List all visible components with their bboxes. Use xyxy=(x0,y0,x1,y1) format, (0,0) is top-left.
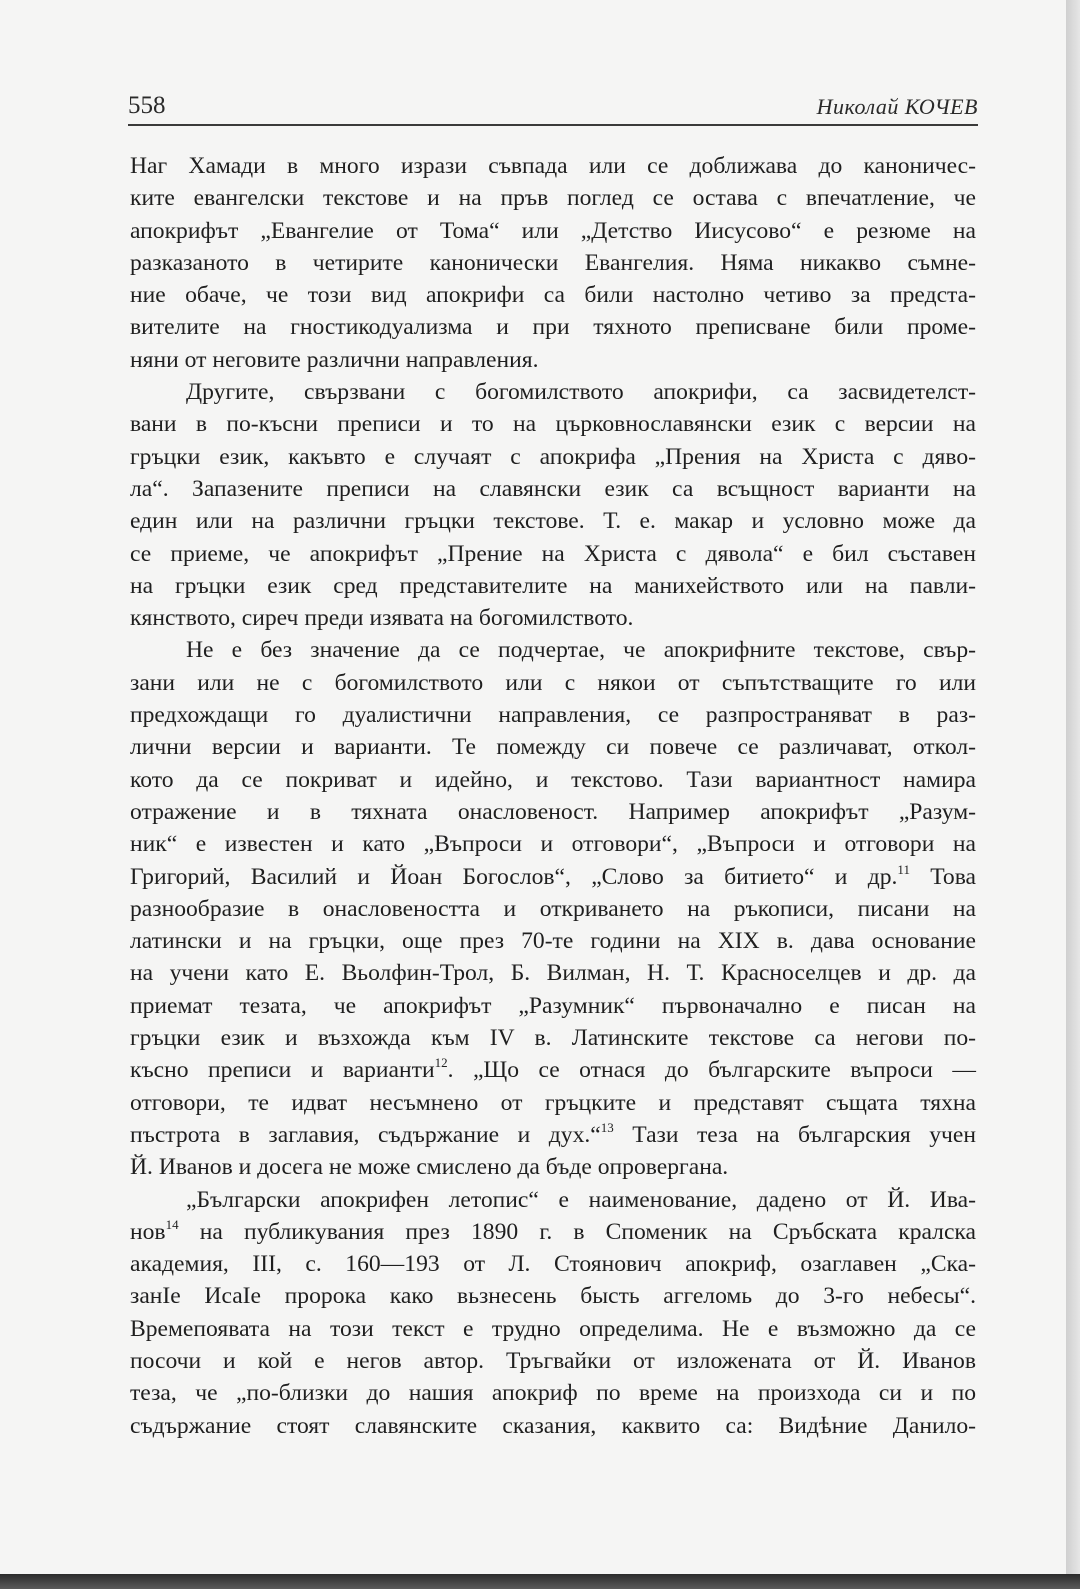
text-segment: Григорий, Василий и Йоан Богослов“, „Слово за битието“ и др. xyxy=(130,863,898,890)
text-line: ла“. Запазените преписи на славянски език са всъщност варианти на xyxy=(130,475,976,502)
text-line: предхождащи го дуалистични направления, се разпространяват в раз- xyxy=(130,702,976,729)
text-line xyxy=(130,1054,976,1086)
text-line: Наг Хамади в много изрази съвпада или се доближава до каноничес- xyxy=(130,153,976,179)
text-line: вителите на гностикодуализма и при тяхното преписване били проме- xyxy=(130,314,976,341)
text-line: теза, че „по-близки до нашия апокриф по време на произхода си и по xyxy=(130,1380,976,1407)
footnote-mark: 14 xyxy=(165,1216,179,1232)
text-line xyxy=(130,1216,976,1248)
text-line: Не е без значение да се подчертае, че апокрифните текстове, свър- xyxy=(186,637,976,664)
text-line: лични версии и варианти. Те помежду си повече се различават, откол- xyxy=(130,734,976,761)
text-line: ките евангелски текстове и на пръв поглед се остава с впечатление, че xyxy=(130,185,976,212)
page-number: 558 xyxy=(128,92,166,119)
text-line: отговори, те идват несъмнено от гръцките и представят същата тяхна xyxy=(130,1089,976,1116)
text-line: вани в по-късни преписи и то на църковнославянски език с версии на xyxy=(130,411,976,438)
text-line: разказаното в четирите канонически Евангелия. Няма никакво съмне- xyxy=(130,249,976,276)
body-text xyxy=(130,150,976,1442)
page-edge-shadow xyxy=(1066,0,1080,1589)
text-line: на учени като Е. Вьолфин-Трол, Б. Вилман, Н. Т. Красноселцев и др. да xyxy=(130,960,976,987)
scan-bottom-edge xyxy=(0,1574,1080,1589)
text-line: гръцки език и възхожда към IV в. Латинските текстове са негови по- xyxy=(130,1025,976,1052)
text-segment: късно преписи и варианти xyxy=(130,1057,435,1084)
text-line: зани или не с богомилството или с някои от съпътстващите го или xyxy=(130,669,976,696)
text-line: занIе ИсаIе пророка како вьзнесень бысть аггеломь до 3-го небесы“. xyxy=(130,1283,976,1310)
text-line: отражение и в тяхната онасловеност. Например апокрифът „Разум- xyxy=(130,798,976,825)
text-line: приемат тезата, че апокрифът „Разумник“ първоначално е писан на xyxy=(130,992,976,1019)
text-line: академия, III, с. 160—193 от Л. Стоянович апокриф, озаглавен „Ска- xyxy=(130,1251,976,1278)
text-segment: Тази теза на българския учен xyxy=(613,1121,976,1148)
text-segment: пъстрота в заглавия, съдържание и дух.“ xyxy=(130,1121,601,1148)
header-rule xyxy=(128,124,978,126)
text-line: „Български апокрифен летопис“ е наименование, дадено от Й. Ива- xyxy=(186,1186,976,1213)
text-line: Другите, свързвани с богомилството апокрифи, са засвидетелст- xyxy=(186,379,976,406)
text-segment: . „Що се отнася до българските въпроси — xyxy=(447,1057,976,1084)
text-line: апокрифът „Евангелие от Тома“ или „Детство Иисусово“ е резюме на xyxy=(130,217,976,244)
text-line: кянството, сиреч преди изявата на богомилството. xyxy=(130,605,634,632)
text-line xyxy=(130,1119,976,1151)
text-segment: на публикувания през 1890 г. в Споменик на Сръбската кралска xyxy=(178,1218,976,1245)
text-line: се приеме, че апокрифът „Прение на Христа с дявола“ е бил съставен xyxy=(130,540,976,567)
footnote-mark: 11 xyxy=(897,861,910,877)
text-line: Й. Иванов и досега не може смислено да бъде опровергана. xyxy=(130,1154,729,1181)
text-line: ник“ е известен и като „Въпроси и отговори“, „Въпроси и отговори на xyxy=(130,831,976,858)
text-line: латински и на гръцки, още през 70-те години на XIX в. дава основание xyxy=(130,928,976,955)
text-line: Времепоявата на този текст е трудно определима. Не е възможно да се xyxy=(130,1315,976,1342)
text-segment: нов xyxy=(130,1218,166,1245)
text-line: един или на различни гръцки текстове. Т. е. макар и условно може да xyxy=(130,508,976,535)
running-head xyxy=(128,88,978,124)
text-line: посочи и кой е негов автор. Тръгвайки от изложената от Й. Иванов xyxy=(130,1347,976,1374)
text-line: ние обаче, че този вид апокрифи са били настолно четиво за предста- xyxy=(130,282,976,309)
text-line: разнообразие в онасловеността и откриването на ръкописи, писани на xyxy=(130,895,976,922)
text-line: на гръцки език сред представителите на манихейството или на павли- xyxy=(130,572,976,599)
footnote-mark: 13 xyxy=(600,1119,614,1135)
footnote-mark: 12 xyxy=(434,1055,448,1071)
running-head-author: Николай КОЧЕВ xyxy=(816,94,978,119)
text-line: съдържание стоят славянските сказания, каквито са: Видѣние Данило- xyxy=(130,1412,976,1439)
text-line: няни от неговите различни направления. xyxy=(130,346,539,373)
text-segment: Това xyxy=(909,863,976,890)
text-line: гръцки език, какъвто е случаят с апокрифа „Прения на Христа с дяво- xyxy=(130,443,976,470)
text-line xyxy=(130,861,976,893)
text-line: кото да се покриват и идейно, и текстово. Тази вариантност намира xyxy=(130,766,976,793)
